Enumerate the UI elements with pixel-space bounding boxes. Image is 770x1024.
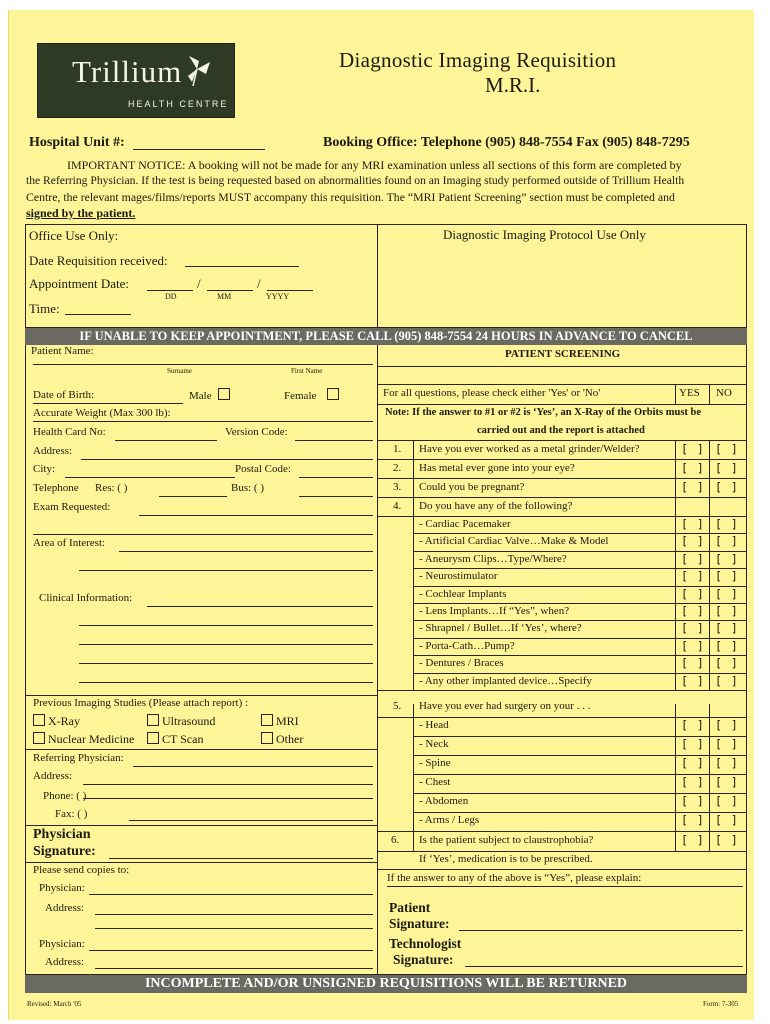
q4-no-checkbox[interactable]: [ ] — [715, 604, 739, 618]
clinical-info-field[interactable] — [147, 606, 373, 607]
exam-requested-field[interactable] — [139, 515, 373, 516]
clinical-info-field-2[interactable] — [79, 625, 373, 626]
area-of-interest-field-2[interactable] — [79, 570, 373, 571]
q4-no-checkbox[interactable]: [ ] — [715, 673, 739, 688]
other-checkbox[interactable] — [261, 732, 273, 744]
q5-item-label: - Spine — [419, 757, 451, 769]
office-use-title: Office Use Only: — [29, 228, 119, 243]
q4-item-label: - Artificial Cardiac Valve…Make & Model — [419, 535, 609, 548]
notice-line-3: Centre, the relevant mages/films/reports MUST accompany this requisition. The “MRI Patient Screening” section must be completed and — [26, 190, 675, 204]
patient-screening-title: PATIENT SCREENING — [505, 348, 621, 360]
q4-yes-checkbox[interactable]: [ ] — [681, 569, 705, 584]
copy-address-label: Address: — [45, 902, 85, 914]
clinical-info-field-4[interactable] — [79, 663, 373, 664]
referring-fax-label: Fax: ( ) — [55, 808, 88, 820]
q4-no-checkbox[interactable]: [ ] — [715, 534, 739, 549]
q6-number: 6. — [391, 834, 400, 846]
male-checkbox[interactable] — [218, 388, 230, 400]
notice-line-4: signed by the patient. — [26, 206, 136, 220]
res-phone-field[interactable] — [159, 496, 227, 497]
clinical-info-field-3[interactable] — [79, 644, 373, 645]
q5-yes-checkbox[interactable]: [ ] — [681, 718, 705, 732]
time-field[interactable] — [65, 314, 131, 315]
q3-yes-checkbox[interactable]: [ ] — [681, 480, 705, 494]
q1-no-checkbox[interactable]: [ ] — [715, 442, 739, 456]
referring-physician-field[interactable] — [133, 766, 373, 767]
q4-yes-checkbox[interactable]: [ ] — [681, 604, 705, 618]
patient-signature-label-2: Signature: — [389, 916, 450, 931]
physician-signature-label-1: Physician — [33, 827, 91, 842]
q5-yes-checkbox[interactable]: [ ] — [681, 756, 705, 770]
q2-yes-checkbox[interactable]: [ ] — [681, 461, 705, 475]
q5-no-checkbox[interactable]: [ ] — [715, 756, 739, 770]
physician-signature-label-2: Signature: — [33, 844, 96, 859]
q5-no-checkbox[interactable]: [ ] — [715, 775, 739, 789]
orbit-xray-note: Note: If the answer to #1 or #2 is ‘Yes’, an X-Ray of the Orbits must be — [385, 407, 702, 418]
q5-item-label: - Head — [419, 719, 449, 731]
trillium-logo — [37, 43, 235, 118]
q4-item-label: - Neurostimulator — [419, 570, 498, 583]
q4-yes-checkbox[interactable]: [ ] — [681, 621, 705, 636]
area-of-interest-field[interactable] — [119, 551, 373, 552]
referring-address-field[interactable] — [83, 784, 373, 785]
technologist-signature-label-1: Technologist — [389, 936, 462, 951]
q4-no-checkbox[interactable]: [ ] — [715, 586, 739, 601]
bus-phone-field[interactable] — [299, 496, 373, 497]
notice-line-1: IMPORTANT NOTICE: A booking will not be made for any MRI examination unless all sections of this form are completed by — [67, 158, 682, 172]
res-phone-label: Res: ( ) — [95, 482, 128, 494]
q4-yes-checkbox[interactable]: [ ] — [681, 673, 705, 688]
q1-yes-checkbox[interactable]: [ ] — [681, 442, 705, 456]
address-label: Address: — [33, 445, 73, 457]
version-code-field[interactable] — [295, 440, 373, 441]
previous-imaging-label: Previous Imaging Studies (Please attach report) : — [33, 697, 249, 709]
yyyy-caption: YYYY — [266, 292, 290, 301]
city-label: City: — [33, 463, 56, 475]
q5-yes-checkbox[interactable]: [ ] — [681, 737, 705, 751]
q5-number: 5. — [393, 700, 402, 712]
q4-item-label: - Any other implanted device…Specify — [419, 674, 592, 687]
q5-yes-checkbox[interactable]: [ ] — [681, 813, 705, 827]
q4-no-checkbox[interactable]: [ ] — [715, 517, 739, 531]
prev-mri-option[interactable]: MRI — [261, 714, 299, 729]
clinical-info-label: Clinical Information: — [39, 592, 133, 604]
form-number: Form: 7-305 — [703, 1000, 739, 1008]
q5-item-label: - Abdomen — [419, 795, 469, 807]
q4-number: 4. — [393, 500, 402, 512]
requisition-form: Trillium HEALTH CENTRE Diagnostic Imaging Requisition M.R.I. Hospital Unit #: Booking Office: Telephone (905) 848-7554 Fax (905) 848-7295 IMPORTANT NOTICE: A booking will not be made for any MRI examination unless all sections of this form are completed by the Referring Physician. If the test is being requested based on abnormalities found on an Imaging study performed outside of Trillium Health Centre, the relevant mages/films/reports MUST accompany this requisition. The “MRI Patient Screening” section must be completed and signed by the patient. Office Use Only: Diagnostic Imaging Protocol Use Only Date Requisition received: Appointment Date: / / DD MM YYYY Time: IF UNABLE TO KEEP APPOINTMENT, PLEASE CALL (905) 848-7554 24 HOURS IN ADVANCE TO CANCEL Patient Name: Surname First Name Date of Birth: Male Female Accurate Weight (Max 300 lb): Health Card No: Version Code: Address: City: Postal Code: Telephone Res: ( ) Bus: ( ) Exam Requested: Area of Interest: Clinical Information: Previous Imaging Studies (Please attach report) : X-Ray Ultrasound MRI Nuclear Medicine CT Scan Other Referring Physician: Address: Phone: ( ) Fax: ( ) Physician Signature: Please send copies to: Physician: Address: Physician: Address: PATIENT SCREENING For all questions, please check either 'Yes' or 'No' YES NO Note: If the answer to #1 or #2 is ‘Yes’, an X-Ray of the Orbits must be carried out and the report is attached 1. Have you ever worked as a metal grinder/Welder? [ ] [ ] 2. Has metal ever gone into your eye? [ ] [ ] 3. Could you be pregnant? [ ] [ ] 4. Do you have any of the following? - Cardiac Pacemaker [ ] [ ] - Artificial Cardiac Valve…Make & Model [ ] [ ] - Aneurysm Clips…Type/Where? [ ] [ ] - Neurostimulator [ ] [ ] - Cochlear Implants [ ] [ ] - Lens Implants…If “Yes”, when? [ ] [ ] - Shrapnel / Bullet…If ‘Yes’, where? [ ] [ ] - Porta-Cath…Pump? [ ] [ ] - Dentures / Braces [ ] [ ] - Any other implanted device…Specify [ ] [ ] 5. Have you ever had surgery on your . . . - Head [ ] [ ] - Neck [ ] [ ] - Spine [ ] [ ] - Chest [ ] [ ] - Abdomen [ ] [ ] - Arms / Legs [ ] [ ] 6. Is the patient subject to claustrophobia? [ ] [ ] If ‘Yes’, medication is to be prescribed. If the answer to any of the above is “Yes”, please explain: Patient Signature: Technologist Signature: INCOMPLETE AND/OR UNSIGNED REQUISITIONS WILL BE RETURNED Revised: March '05 Form: 7-305 — [8, 10, 754, 1020]
copy-address2-label: Address: — [45, 956, 85, 968]
copy-address-field-2[interactable] — [95, 928, 373, 929]
exam-requested-field-2[interactable] — [33, 534, 373, 535]
bus-phone-label: Bus: ( ) — [231, 482, 264, 494]
copy-address2-field[interactable] — [95, 968, 373, 969]
q4-item-label: - Porta-Cath…Pump? — [419, 639, 515, 652]
q5-item-label: - Arms / Legs — [419, 814, 480, 826]
patient-name-field[interactable] — [33, 364, 373, 365]
physician-signature-field[interactable] — [109, 858, 373, 859]
q4-yes-checkbox[interactable]: [ ] — [681, 586, 705, 601]
appointment-date-label: Appointment Date: — [29, 276, 130, 291]
q6-no-checkbox[interactable]: [ ] — [715, 833, 739, 847]
q6-medication-note: If ‘Yes’, medication is to be prescribed. — [419, 853, 593, 865]
appointment-mm-field[interactable] — [207, 290, 253, 291]
patient-signature-label-1: Patient — [389, 900, 431, 915]
q4-yes-checkbox[interactable]: [ ] — [681, 534, 705, 549]
q2-text: Has metal ever gone into your eye? — [419, 462, 575, 474]
dob-label: Date of Birth: — [33, 389, 95, 401]
copy-physician2-field[interactable] — [89, 950, 373, 951]
logo-name: Trillium — [72, 54, 183, 89]
mri-checkbox[interactable] — [261, 714, 273, 726]
q4-item-label: - Shrapnel / Bullet…If ‘Yes’, where? — [419, 622, 582, 635]
q5-yes-checkbox[interactable]: [ ] — [681, 775, 705, 789]
q5-item-label: - Neck — [419, 738, 449, 750]
clinical-info-field-5[interactable] — [79, 682, 373, 683]
q4-item-label: - Lens Implants…If “Yes”, when? — [419, 605, 570, 617]
ultrasound-checkbox[interactable] — [147, 714, 159, 726]
postal-code-label: Postal Code: — [235, 463, 291, 475]
orbit-xray-note-2: carried out and the report is attached — [477, 425, 645, 436]
q3-no-checkbox[interactable]: [ ] — [715, 480, 739, 494]
q5-no-checkbox[interactable]: [ ] — [715, 737, 739, 751]
male-option[interactable]: Male — [189, 388, 233, 402]
female-checkbox[interactable] — [327, 388, 339, 400]
q4-yes-checkbox[interactable]: [ ] — [681, 656, 705, 671]
prev-other-option[interactable]: Other — [261, 732, 303, 747]
hospital-unit-label: Hospital Unit #: — [29, 135, 125, 150]
q4-no-checkbox[interactable]: [ ] — [715, 621, 739, 636]
health-card-field[interactable] — [115, 440, 217, 441]
date-received-label: Date Requisition received: — [29, 253, 168, 268]
booking-office: Booking Office: Telephone (905) 848-7554 Fax (905) 848-7295 — [323, 135, 690, 150]
q4-text: Do you have any of the following? — [419, 500, 573, 512]
q5-text: Have you ever had surgery on your . . . — [419, 700, 591, 712]
cancel-notice-bar: IF UNABLE TO KEEP APPOINTMENT, PLEASE CALL (905) 848-7554 24 HOURS IN ADVANCE TO CANCEL — [25, 328, 747, 345]
prev-ultrasound-option[interactable]: Ultrasound — [147, 714, 215, 729]
no-header: NO — [716, 387, 732, 399]
revision-date: Revised: March '05 — [27, 1000, 82, 1008]
patient-name-label: Patient Name: — [31, 345, 94, 357]
female-option[interactable]: Female — [284, 388, 342, 402]
q4-no-checkbox[interactable]: [ ] — [715, 551, 739, 566]
mm-caption: MM — [217, 292, 232, 301]
referring-phone-label: Phone: ( ) — [43, 790, 87, 802]
q4-yes-checkbox[interactable]: [ ] — [681, 638, 705, 653]
version-code-label: Version Code: — [225, 426, 288, 438]
q1-text: Have you ever worked as a metal grinder/Welder? — [419, 443, 640, 455]
q2-no-checkbox[interactable]: [ ] — [715, 461, 739, 475]
q4-item-label: - Cardiac Pacemaker — [419, 518, 511, 530]
time-label: Time: — [29, 301, 60, 316]
q5-no-checkbox[interactable]: [ ] — [715, 718, 739, 732]
prev-ct-option[interactable]: CT Scan — [147, 732, 203, 747]
q4-no-checkbox[interactable]: [ ] — [715, 656, 739, 671]
ct-scan-checkbox[interactable] — [147, 732, 159, 744]
q4-no-checkbox[interactable]: [ ] — [715, 569, 739, 584]
xray-checkbox[interactable] — [33, 714, 45, 726]
patient-signature-field[interactable] — [459, 930, 743, 931]
date-received-field[interactable] — [185, 266, 299, 267]
technologist-signature-field[interactable] — [465, 966, 743, 967]
q3-text: Could you be pregnant? — [419, 481, 525, 493]
exam-requested-label: Exam Requested: — [33, 501, 111, 513]
q6-yes-checkbox[interactable]: [ ] — [681, 833, 705, 847]
nuclear-medicine-checkbox[interactable] — [33, 732, 45, 744]
copy-physician-label: Physician: — [39, 882, 85, 894]
first-name-caption: First Name — [291, 367, 323, 375]
prev-nuclear-option[interactable]: Nuclear Medicine — [33, 732, 134, 747]
copy-address-field[interactable] — [95, 914, 373, 915]
q4-item-label: - Cochlear Implants — [419, 587, 507, 600]
referring-fax-field[interactable] — [129, 820, 373, 821]
referring-address-field-2[interactable] — [83, 798, 373, 799]
send-copies-label: Please send copies to: — [33, 864, 130, 876]
q4-item-label: - Dentures / Braces — [419, 657, 504, 670]
hospital-unit-field[interactable] — [133, 149, 265, 150]
prev-xray-option[interactable]: X-Ray — [33, 714, 80, 729]
q6-text: Is the patient subject to claustrophobia? — [419, 834, 594, 846]
q5-yes-checkbox[interactable]: [ ] — [681, 794, 705, 808]
notice-line-2: the Referring Physician. If the test is being requested based on abnormalities found on an Imaging study performed outside of Trillium Health — [26, 174, 685, 187]
yes-header: YES — [679, 387, 700, 399]
q5-no-checkbox[interactable]: [ ] — [715, 794, 739, 808]
q5-item-label: - Chest — [419, 776, 451, 788]
explain-field[interactable] — [387, 886, 743, 887]
q4-yes-checkbox[interactable]: [ ] — [681, 517, 705, 531]
technologist-signature-label-2: Signature: — [393, 952, 454, 967]
explain-label: If the answer to any of the above is “Yes”, please explain: — [387, 872, 642, 884]
dob-field[interactable] — [33, 403, 183, 404]
weight-field[interactable] — [33, 421, 373, 422]
q1-number: 1. — [393, 443, 402, 455]
appointment-yyyy-field[interactable] — [267, 290, 313, 291]
referring-address-label: Address: — [33, 770, 73, 782]
copy-physician2-label: Physician: — [39, 938, 85, 950]
form-subtitle: M.R.I. — [485, 73, 541, 97]
city-field[interactable] — [65, 477, 235, 478]
q4-yes-checkbox[interactable]: [ ] — [681, 551, 705, 566]
q4-no-checkbox[interactable]: [ ] — [715, 638, 739, 653]
address-field[interactable] — [81, 459, 373, 460]
copy-physician-field[interactable] — [89, 894, 373, 895]
q4-item-label: - Aneurysm Clips…Type/Where? — [419, 552, 567, 565]
telephone-label: Telephone — [33, 482, 79, 494]
area-of-interest-label: Area of Interest: — [33, 537, 106, 549]
q3-number: 3. — [393, 481, 402, 493]
screening-instructions: For all questions, please check either 'Yes' or 'No' — [383, 387, 601, 399]
dd-caption: DD — [165, 292, 177, 301]
form-title: Diagnostic Imaging Requisition — [339, 48, 617, 72]
trillium-flower-icon — [180, 52, 214, 86]
protocol-title: Diagnostic Imaging Protocol Use Only — [443, 227, 646, 242]
postal-code-field[interactable] — [299, 477, 373, 478]
referring-physician-label: Referring Physician: — [33, 752, 124, 764]
incomplete-warning-bar: INCOMPLETE AND/OR UNSIGNED REQUISITIONS WILL BE RETURNED — [25, 975, 747, 993]
surname-caption: Surname — [167, 367, 192, 375]
health-card-label: Health Card No: — [33, 426, 106, 438]
q2-number: 2. — [393, 462, 402, 474]
q5-no-checkbox[interactable]: [ ] — [715, 813, 739, 827]
appointment-dd-field[interactable] — [147, 290, 193, 291]
weight-label: Accurate Weight (Max 300 lb): — [33, 407, 171, 419]
logo-subtitle: HEALTH CENTRE — [128, 99, 229, 109]
